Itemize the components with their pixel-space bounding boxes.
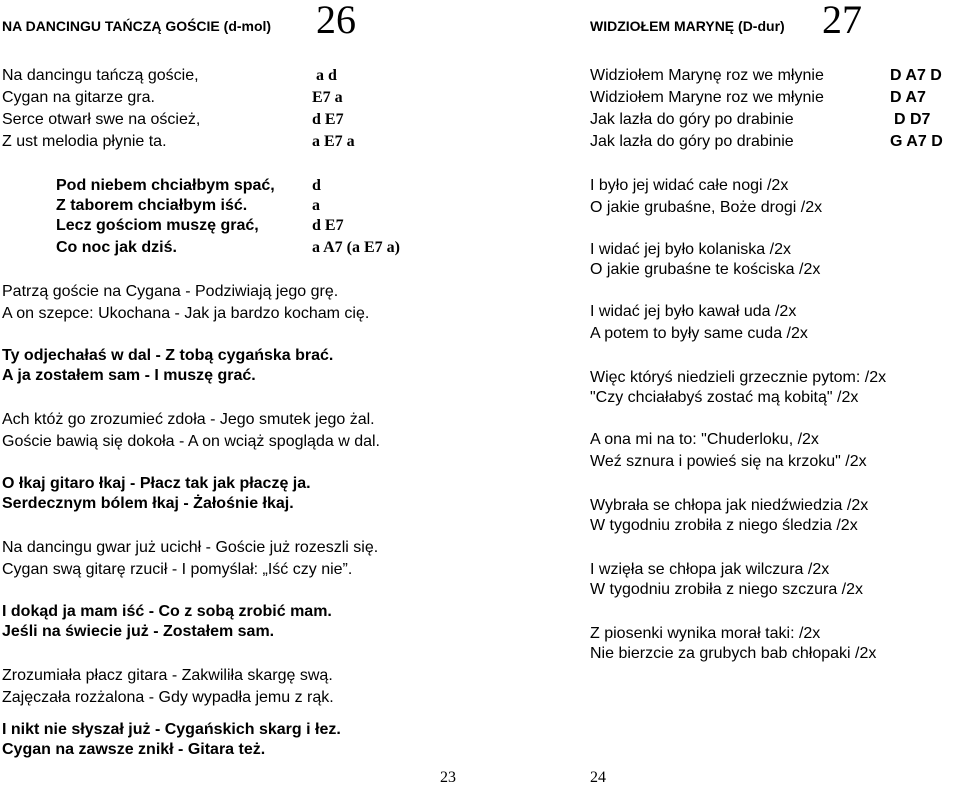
chords: a A7 (a E7 a) <box>312 239 400 256</box>
chorus-line: Co noc jak dziś. <box>56 239 177 256</box>
chorus-line: Ty odjechałaś w dal - Z tobą cygańska brać. <box>2 347 334 364</box>
chords: a <box>312 197 320 214</box>
page-number-right: 24 <box>590 769 606 786</box>
lyric-line: Wybrała se chłopa jak niedźwiedzia /2x <box>590 497 869 514</box>
lyric-line: Patrzą goście na Cygana - Podziwiają jego grę. <box>2 283 339 300</box>
chorus-line: I dokąd ja mam iść - Co z sobą zrobić mam. <box>2 603 332 620</box>
lyric-line: Zajęczała rozżalona - Gdy wypadła jemu z rąk. <box>2 689 334 706</box>
chorus-line: Serdecznym bólem łkaj - Żałośnie łkaj. <box>2 495 294 512</box>
song-title-right: WIDZIOŁEM MARYNĘ (D-dur) <box>590 18 785 34</box>
chords: d E7 <box>312 111 344 128</box>
chords: D D7 <box>894 111 931 128</box>
chords: a E7 a <box>312 133 355 150</box>
lyric-line: Zrozumiała płacz gitara - Zakwiliła skargę swą. <box>2 667 333 684</box>
lyric-line: Widziołem Marynę roz we młynie <box>590 67 824 84</box>
lyric-line: Goście bawią się dokoła - A on wciąż spogląda w dal. <box>2 433 380 450</box>
lyric-line: I było jej widać całe nogi /2x <box>590 177 789 194</box>
lyric-line: A potem to były same cuda /2x <box>590 325 808 342</box>
lyric-line: Widziołem Maryne roz we młynie <box>590 89 824 106</box>
chorus-line: Z taborem chciałbym iść. <box>56 197 248 214</box>
lyric-line: Nie bierzcie za grubych bab chłopaki /2x <box>590 645 877 662</box>
lyric-line: Cygan swą gitarę rzucił - I pomyślał: „Iść czy nie”. <box>2 561 353 578</box>
chorus-line: O łkaj gitaro łkaj - Płacz tak jak płaczę ja. <box>2 475 311 492</box>
lyric-line: "Czy chciałabyś zostać mą kobitą" /2x <box>590 389 859 406</box>
lyric-line: Cygan na gitarze gra. <box>2 89 155 106</box>
lyric-line: O jakie grubaśne te kościska /2x <box>590 261 821 278</box>
lyric-line: Serce otwarł swe na oścież, <box>2 111 201 128</box>
chorus-line: Cygan na zawsze znikł - Gitara też. <box>2 741 266 758</box>
chords: a d <box>316 67 337 84</box>
chorus-line: I nikt nie słyszał już - Cygańskich skarg i łez. <box>2 721 341 738</box>
lyric-line: Jak lazła do góry po drabinie <box>590 133 794 150</box>
lyric-line: Jak lazła do góry po drabinie <box>590 111 794 128</box>
lyric-line: I widać jej było kolaniska /2x <box>590 241 791 258</box>
lyric-line: Weź sznura i powieś się na krzoku" /2x <box>590 453 867 470</box>
lyric-line: O jakie grubaśne, Boże drogi /2x <box>590 199 823 216</box>
song-title-left: NA DANCINGU TAŃCZĄ GOŚCIE (d-mol) <box>2 18 272 34</box>
page-number-left: 23 <box>440 769 456 786</box>
lyric-line: I wzięła se chłopa jak wilczura /2x <box>590 561 830 578</box>
lyric-line: W tygodniu zrobiła z niego szczura /2x <box>590 581 864 598</box>
song-number-left: 26 <box>316 0 356 42</box>
lyric-line: A on szepce: Ukochana - Jak ja bardzo kocham cię. <box>2 305 370 322</box>
chords: G A7 D <box>890 133 943 150</box>
chords: d E7 <box>312 217 344 234</box>
lyric-line: Więc któryś niedzieli grzecznie pytom: /2x <box>590 369 887 386</box>
chorus-line: Lecz gościom muszę grać, <box>56 217 259 234</box>
lyric-line: Ach któż go zrozumieć zdoła - Jego smutek jego żal. <box>2 411 375 428</box>
chorus-line: Pod niebem chciałbym spać, <box>56 177 275 194</box>
lyric-line: Z piosenki wynika morał taki: /2x <box>590 625 821 642</box>
lyric-line: Na dancingu tańczą goście, <box>2 67 199 84</box>
lyric-line: A ona mi na to: "Chuderloku, /2x <box>590 431 819 448</box>
lyric-line: Z ust melodia płynie ta. <box>2 133 167 150</box>
chorus-line: Jeśli na świecie już - Zostałem sam. <box>2 623 275 640</box>
lyric-line: W tygodniu zrobiła z niego śledzia /2x <box>590 517 858 534</box>
chorus-line: A ja zostałem sam - I muszę grać. <box>2 367 256 384</box>
lyric-line: I widać jej było kawał uda /2x <box>590 303 797 320</box>
chords: D A7 D <box>890 67 942 84</box>
chords: E7 a <box>312 89 343 106</box>
lyric-line: Na dancingu gwar już ucichł - Goście już rozeszli się. <box>2 539 379 556</box>
song-number-right: 27 <box>822 0 862 42</box>
chords: d <box>312 177 321 194</box>
chords: D A7 <box>890 89 926 106</box>
